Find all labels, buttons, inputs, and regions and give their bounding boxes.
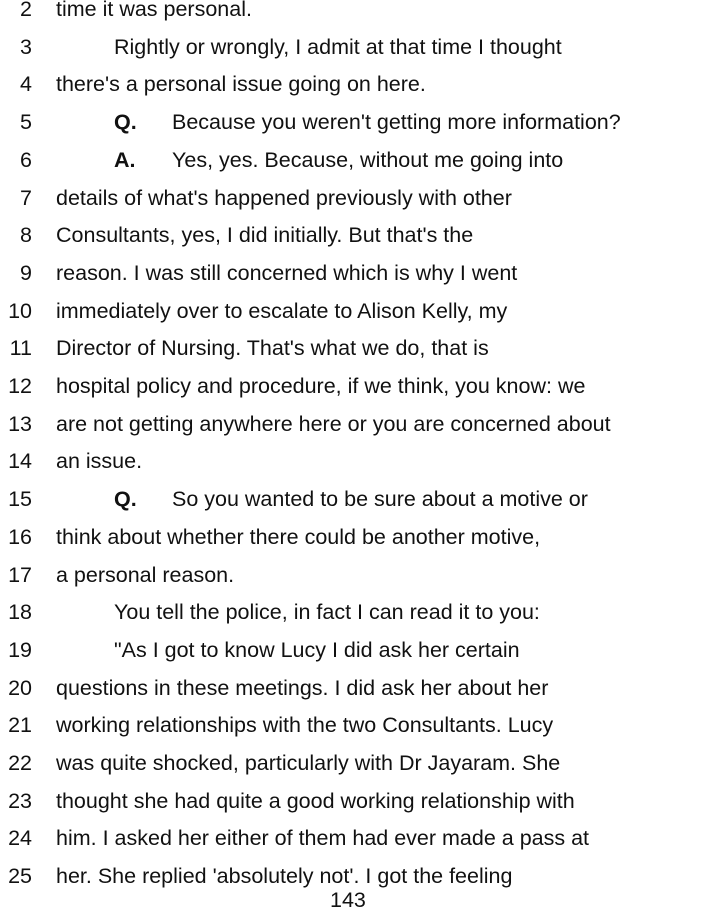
line-text: So you wanted to be sure about a motive or <box>172 487 588 512</box>
transcript-line <box>0 819 703 857</box>
transcript-line <box>0 405 703 443</box>
line-text: You tell the police, in fact I can read it to you: <box>114 600 540 625</box>
line-number: 2 <box>20 0 32 21</box>
transcript-line <box>0 669 703 707</box>
line-text: there's a personal issue going on here. <box>56 72 426 97</box>
transcript-line <box>0 216 703 254</box>
line-number: 14 <box>8 449 32 474</box>
line-number: 10 <box>8 298 32 323</box>
transcript-line <box>0 744 703 782</box>
speaker-label: Q. <box>114 110 137 135</box>
transcript-line <box>0 65 703 103</box>
line-number: 15 <box>8 487 32 512</box>
line-number: 22 <box>8 751 32 775</box>
transcript-line <box>0 518 703 556</box>
line-number: 19 <box>8 637 32 662</box>
transcript-line <box>0 292 703 330</box>
line-number: 12 <box>8 374 32 398</box>
line-text: working relationships with the two Consultants. Lucy <box>56 713 554 738</box>
line-text: are not getting anywhere here or you are concerned about <box>56 411 611 436</box>
line-number: 21 <box>8 713 32 738</box>
line-text: Director of Nursing. That's what we do, that is <box>56 336 489 361</box>
line-number: 9 <box>20 260 32 285</box>
line-text: immediately over to escalate to Alison Kelly, my <box>56 298 508 323</box>
line-number: 8 <box>20 223 32 248</box>
transcript-line <box>0 103 703 141</box>
line-text: an issue. <box>56 449 143 474</box>
line-text: time it was personal. <box>56 0 252 21</box>
line-text: was quite shocked, particularly with Dr Jayaram. She <box>56 751 561 775</box>
transcript-line <box>0 254 703 292</box>
transcript-line <box>0 179 703 217</box>
line-number: 17 <box>8 562 32 587</box>
transcript-line <box>0 480 703 518</box>
line-text: Because you weren't getting more information? <box>172 110 621 135</box>
line-text: Yes, yes. Because, without me going into <box>172 147 564 172</box>
line-text: him. I asked her either of them had ever made a pass at <box>56 826 590 851</box>
transcript-line <box>0 556 703 594</box>
transcript-line <box>0 329 703 367</box>
line-number: 4 <box>20 72 32 97</box>
line-number: 5 <box>20 110 32 135</box>
transcript-line <box>0 367 703 405</box>
line-number: 13 <box>8 411 32 436</box>
line-number: 24 <box>8 826 32 851</box>
line-text: think about whether there could be another motive, <box>56 524 541 549</box>
page-number: 143 <box>330 888 366 912</box>
line-number: 16 <box>8 524 32 549</box>
line-text: her. She replied 'absolutely not'. I got the feeling <box>56 864 513 889</box>
line-text: a personal reason. <box>56 562 235 587</box>
line-number: 20 <box>8 675 32 700</box>
line-number: 25 <box>8 864 32 889</box>
line-number: 6 <box>20 147 32 172</box>
speaker-label: A. <box>114 147 136 172</box>
line-number: 3 <box>20 34 32 59</box>
transcript-line <box>0 782 703 820</box>
line-text: Rightly or wrongly, I admit at that time I thought <box>114 34 562 59</box>
line-text: details of what's happened previously with other <box>56 185 512 210</box>
transcript-line <box>0 0 703 28</box>
transcript-line <box>0 442 703 480</box>
line-text: reason. I was still concerned which is why I went <box>56 260 518 285</box>
line-text: thought she had quite a good working relationship with <box>56 788 575 813</box>
line-number: 18 <box>8 600 32 625</box>
line-text: hospital policy and procedure, if we think, you know: we <box>56 374 586 398</box>
transcript-line <box>0 28 703 66</box>
speaker-label: Q. <box>114 487 137 512</box>
line-text: Consultants, yes, I did initially. But that's the <box>56 223 474 248</box>
transcript-line <box>0 141 703 179</box>
transcript-line <box>0 706 703 744</box>
transcript-line <box>0 593 703 631</box>
line-text: "As I got to know Lucy I did ask her certain <box>114 637 520 662</box>
line-number: 7 <box>20 185 32 210</box>
line-number: 11 <box>9 336 32 361</box>
line-number: 23 <box>8 788 32 813</box>
line-text: questions in these meetings. I did ask her about her <box>56 675 549 700</box>
transcript-line <box>0 631 703 669</box>
